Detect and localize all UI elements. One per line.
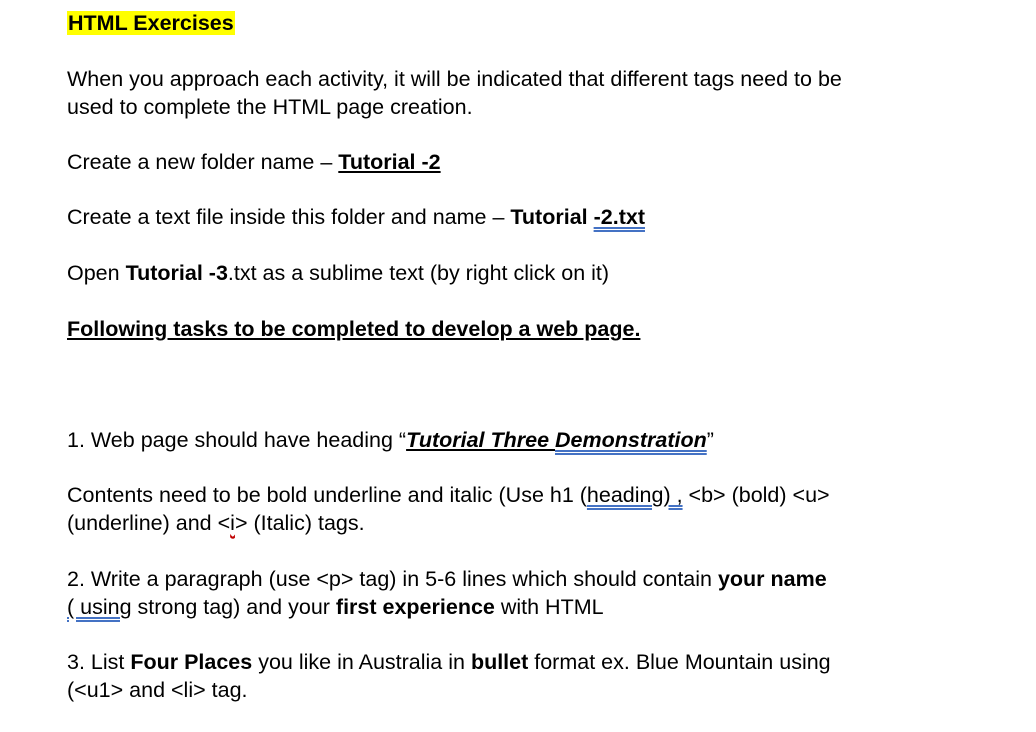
create-folder-text: Create a new folder name – <box>67 150 339 174</box>
task-3-line-2: (<u1> and <li> tag. <box>67 678 248 702</box>
task-1-line <box>67 426 714 454</box>
task3-text-e: format ex. Blue Mountain using <box>528 650 831 674</box>
title-highlight: HTML Exercises <box>68 11 234 35</box>
open-file-name: Tutorial -3 <box>125 261 228 285</box>
contents-line-1 <box>67 481 830 509</box>
tasks-heading <box>67 315 640 343</box>
task2-text-d: with HTML <box>494 595 604 619</box>
task1-italic-b: Demonstration <box>555 428 707 452</box>
create-folder-line <box>67 148 441 176</box>
contents-text-a: Contents need to be bold underline and italic (Use h1 ( <box>67 483 587 507</box>
task1-close: ” <box>706 428 714 452</box>
intro-line-1: When you approach each activity, it will be indicated that different tags need to be <box>67 67 842 91</box>
intro-line-2: used to complete the HTML page creation. <box>67 95 473 119</box>
contents-heading-word: heading) , <box>586 483 683 507</box>
task1-text: 1. Web page should have heading “ <box>67 428 407 452</box>
open-file-line <box>67 259 609 287</box>
create-file-text: Create a text file inside this folder and name – <box>67 205 511 229</box>
tasks-heading-text: Following tasks to be completed to develop a web page. <box>67 317 641 341</box>
contents-line2-a: (underline) and < <box>67 511 231 535</box>
contents-text-c: <b> (bold) <u> <box>682 483 830 507</box>
contents-i-word: i <box>230 511 235 535</box>
task3-text-a: 3. List <box>67 650 131 674</box>
task2-text-b: strong tag) and your <box>131 595 336 619</box>
folder-name: Tutorial -2 <box>338 150 441 174</box>
task-3-line-1 <box>67 648 831 676</box>
task2-using: ( using <box>67 595 132 619</box>
contents-line2-c: > (Italic) tags. <box>234 511 365 535</box>
doc-title <box>67 9 235 37</box>
task2-your-name: your name <box>717 567 827 591</box>
task-2-line-1 <box>67 565 827 593</box>
task3-bullet: bullet <box>470 650 529 674</box>
task2-text-a: 2. Write a paragraph (use <p> tag) in 5-6 lines which should contain <box>67 567 718 591</box>
file-name-b: -2.txt <box>593 205 645 229</box>
open-text-a: Open <box>67 261 126 285</box>
create-file-line <box>67 203 645 231</box>
task1-italic-a: Tutorial Three <box>406 428 556 452</box>
contents-line-2 <box>67 509 365 537</box>
task3-text-c: you like in Australia in <box>252 650 471 674</box>
open-text-b: .txt as a sublime text (by right click on it) <box>227 261 610 285</box>
task3-four-places: Four Places <box>130 650 253 674</box>
file-name-a: Tutorial <box>510 205 594 229</box>
task2-first-experience: first experience <box>335 595 495 619</box>
task-2-line-2 <box>67 593 604 621</box>
